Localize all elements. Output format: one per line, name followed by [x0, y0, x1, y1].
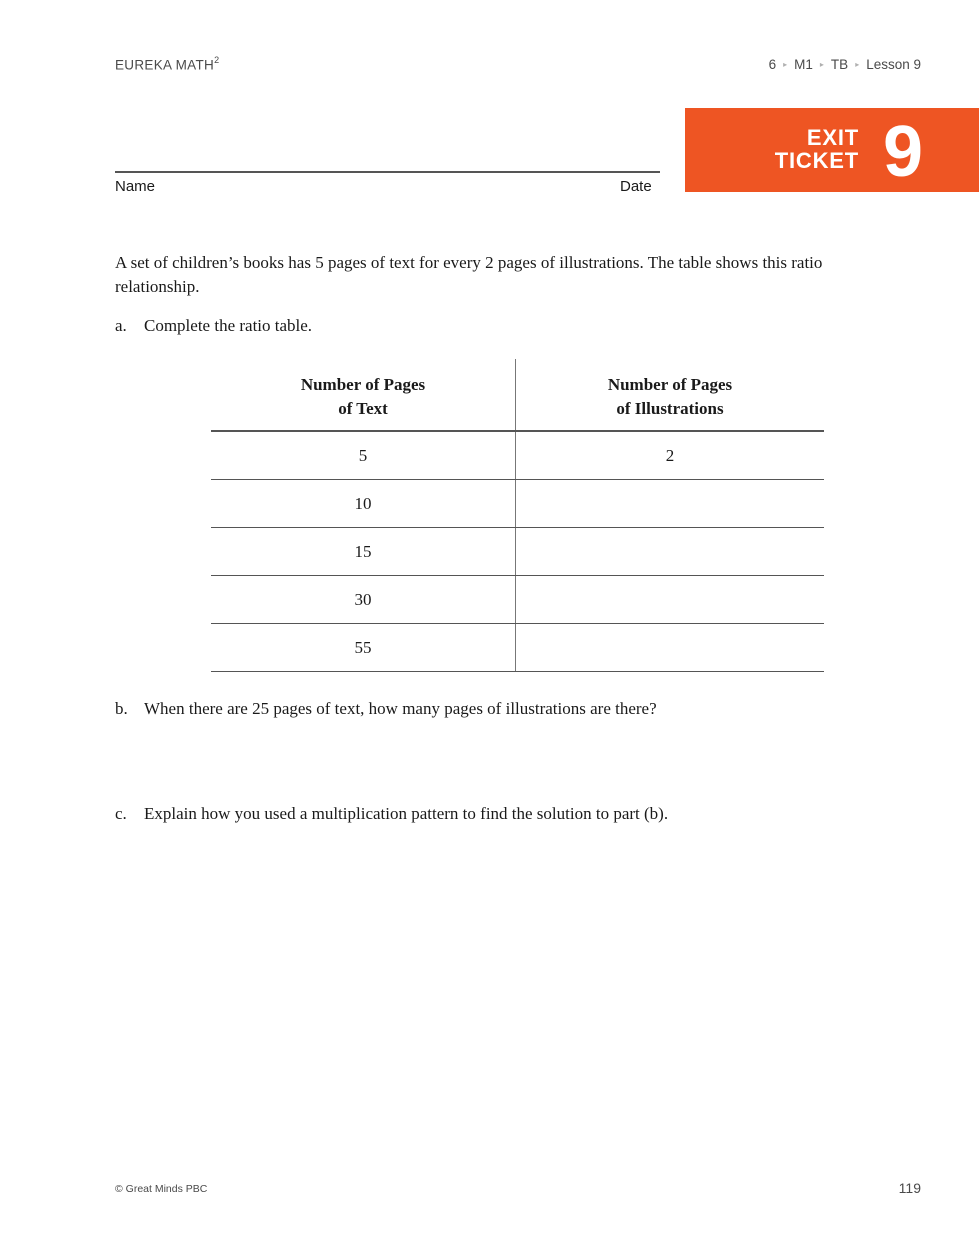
breadcrumb-book: TB: [830, 57, 849, 72]
part-a-text: Complete the ratio table.: [144, 316, 313, 335]
breadcrumb-lesson: Lesson 9: [866, 57, 921, 72]
header-text-pages: [211, 359, 515, 430]
breadcrumb-module: M1: [794, 57, 813, 72]
illustration-pages-answer-cell[interactable]: [515, 480, 824, 527]
ratio-table: [211, 359, 824, 672]
breadcrumb-separator-icon: ▸: [855, 60, 860, 69]
exit-ticket-badge: [685, 108, 979, 192]
text-pages-cell: 10: [354, 493, 372, 513]
exit-ticket-label-line1: EXIT: [806, 125, 859, 150]
illustration-pages-answer-cell[interactable]: [515, 576, 824, 623]
part-c-letter: c.: [115, 804, 127, 823]
part-c: [115, 802, 668, 826]
header-text-pages-line2: of Text: [338, 398, 388, 418]
part-b-letter: b.: [115, 699, 128, 718]
breadcrumb: [769, 57, 921, 72]
page-number: 119: [898, 1180, 921, 1196]
copyright: © Great Minds PBC: [115, 1183, 208, 1195]
table-row: [211, 624, 824, 672]
part-a-letter: a.: [115, 316, 127, 335]
table-row: [211, 480, 824, 528]
header-illustration-pages-line1: Number of Pages: [607, 374, 733, 394]
header-illustration-pages: [515, 359, 824, 430]
table-row: [211, 528, 824, 576]
exit-ticket-label: [775, 126, 859, 172]
date-label: Date: [620, 178, 652, 195]
brand-superscript: 2: [214, 55, 220, 65]
table-header-row: [211, 359, 824, 432]
name-date-line[interactable]: [115, 171, 660, 173]
header-text-pages-line1: Number of Pages: [300, 374, 426, 394]
header-illustration-pages-line2: of Illustrations: [616, 398, 724, 418]
breadcrumb-separator-icon: ▸: [783, 60, 788, 69]
part-a: [115, 314, 312, 338]
text-pages-cell: 55: [354, 637, 372, 657]
part-c-text: Explain how you used a multiplication pattern to find the solution to part (b).: [144, 804, 669, 823]
part-b: [115, 697, 657, 721]
brand-title: [115, 56, 219, 73]
illustration-pages-cell: 2: [515, 432, 824, 479]
table-row: [211, 576, 824, 624]
breadcrumb-separator-icon: ▸: [819, 60, 824, 69]
text-pages-cell: 30: [354, 589, 372, 609]
part-b-text: When there are 25 pages of text, how many pages of illustrations are there?: [144, 699, 657, 718]
brand-name: EUREKA MATH: [115, 57, 215, 73]
text-pages-cell: 15: [354, 541, 372, 561]
name-label: Name: [115, 178, 156, 195]
exit-ticket-number: 9: [882, 112, 923, 192]
exit-ticket-label-line2: TICKET: [774, 148, 859, 173]
problem-intro: A set of children’s books has 5 pages of text for every 2 pages of illustrations. The table shows this ratio relationship.: [115, 253, 823, 296]
illustration-pages-answer-cell[interactable]: [515, 528, 824, 575]
breadcrumb-grade: 6: [768, 57, 777, 72]
text-pages-cell: 5: [358, 445, 368, 465]
table-row: [211, 432, 824, 480]
illustration-pages-answer-cell[interactable]: [515, 624, 824, 671]
